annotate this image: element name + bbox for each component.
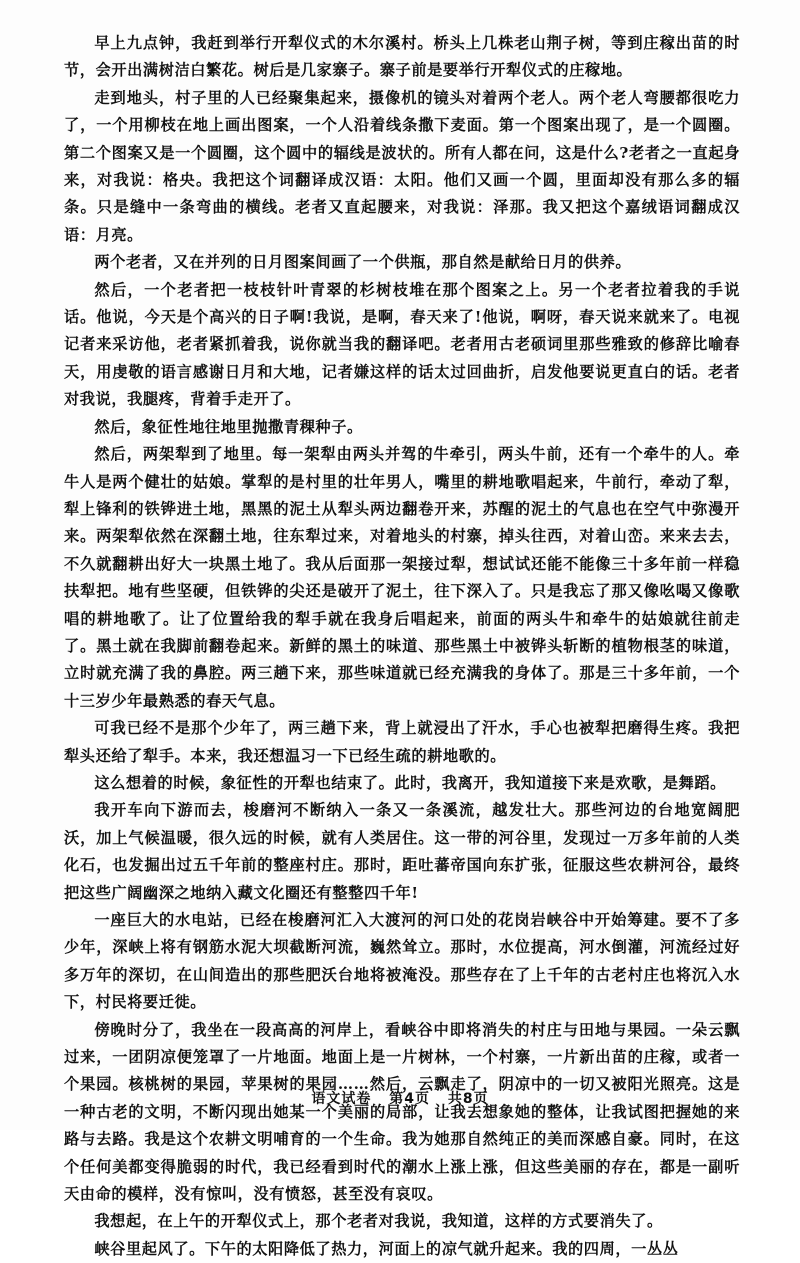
paragraph: 我开车向下游而去，梭磨河不断纳入一条又一条溪流，越发壮大。那些河边的台地宽阔肥沃，加上气候温暖，很久远的时候，就有人类居住。这一带的河谷里，发现过一万多年前的人类化石，也发掘出过五千年前的整座村庄。那时，距吐蕃帝国向东扩张，征服这些农耕河谷，最终把这些广阔幽深之地纳入藏文化圈还有整整四千年! [64, 801, 740, 902]
exam-title: 语文试卷 [311, 1091, 372, 1107]
paragraph: 我想起，在上午的开犁仪式上，那个老者对我说，我知道，这样的方式要消失了。 [94, 1212, 663, 1231]
paragraph: 两个老者，又在并列的日月图案间画了一个供瓶，那自然是献给日月的供养。 [94, 253, 632, 272]
paragraph: 早上九点钟，我赶到举行开犁仪式的木尔溪村。桥头上几株老山荆子树，等到庄稼出苗的时节，会开出满树洁白繁花。树后是几家寨子。寨子前是要举行开犁仪式的庄稼地。 [64, 34, 740, 80]
paragraph: 然后，两架犁到了地里。每一架犁由两头并驾的牛牵引，两头牛前，还有一个牵牛的人。牵牛人是两个健壮的姑娘。掌犁的是村里的壮年男人，嘴里的耕地歌唱起来，牛前行，牵动了犁，犁上锋利的铁铧进土地，黑黑的泥土从犁头两边翻卷开来，苏醒的泥土的气息也在空气中弥漫开来。两架犁依然在深翻土地，往东犁过来，对着地头的村寨，掉头往西，对着山峦。来来去去，不久就翻耕出好大一块黑土地了。我从后面那一架接过犁，想试试还能不能像三十多年前一样稳扶犁把。地有些坚硬，但铁铧的尖还是破开了泥土，往下深入了。只是我忘了那又像吆喝又像歌唱的耕地歌了。让了位置给我的犁手就在我身后唱起来，前面的两头牛和牵牛的姑娘就往前走了。黑土就在我脚前翻卷起来。新鲜的黑土的味道、那些黑土中被铧头斩断的植物根茎的味道，立时就充满了我的鼻腔。两三趟下来，那些味道就已经充满我的身体了。那是三十多年前，一个十三岁少年最熟悉的春天气息。 [64, 445, 740, 710]
page-total: 共8页 [447, 1091, 489, 1107]
article-body [64, 30, 740, 1263]
paragraph: 这么想着的时候，象征性的开犁也结束了。此时，我离开，我知道接下来是欢歌，是舞蹈。 [94, 773, 726, 792]
paragraph: 一座巨大的水电站，已经在梭磨河汇入大渡河的河口处的花岗岩峡谷中开始筹建。要不了多少年，深峡上将有钢筋水泥大坝截断河流，巍然耸立。那时，水位提高，河水倒灌，河流经过好多万年的深切，在山间造出的那些肥沃台地将被淹没。那些存在了上千年的古老村庄也将沉入水下，村民将要迁徙。 [64, 911, 740, 1012]
page-footer [0, 1088, 800, 1108]
paragraph: 然后，一个老者把一枝枝针叶青翠的杉树枝堆在那个图案之上。另一个老者拉着我的手说话。他说，今天是个高兴的日子啊!我说，是啊，春天来了!他说，啊呀，春天说来就来了。电视记者来采访他，老者紧抓着我，说你就当我的翻译吧。老者用古老硕词里那些雅致的修辞比喻春天，用虔敬的语言感谢日月和大地，记者嫌这样的话太过回曲折，启发他要说更直白的话。老者对我说，我腿疼，背着手走开了。 [64, 280, 740, 409]
paragraph: 可我已经不是那个少年了，两三趟下来，背上就浸出了汗水，手心也被犁把磨得生疼。我把犁头还给了犁手。本来，我还想温习一下已经生疏的耕地歌的。 [64, 719, 740, 765]
paragraph: 走到地头，村子里的人已经聚集起来，摄像机的镜头对着两个老人。两个老人弯腰都很吃力了，一个用柳枝在地上画出图案，一个人沿着线条撒下麦面。第一个图案出现了，是一个圆圈。第二个图案又是一个圆圈，这个圆中的辐线是波状的。所有人都在问，这是什么?老者之一直起身来，对我说：格央。我把这个词翻译成汉语：太阳。他们又画一个圆，里面却没有那么多的辐条。只是缝中一条弯曲的横线。老者又直起腰来，对我说：泽那。我又把这个嘉绒语词翻成汉语：月亮。 [64, 88, 740, 244]
paragraph: 峡谷里起风了。下午的太阳降低了热力，河面上的凉气就升起来。我的四周，一丛丛 [94, 1239, 679, 1258]
page-number: 第4页 [389, 1091, 430, 1107]
paragraph: 傍晚时分了，我坐在一段高高的河岸上，看峡谷中即将消失的村庄与田地与果园。一朵云飘过来，一团阴凉便笼罩了一片地面。地面上是一片树林，一个村寨，一片新出苗的庄稼，或者一个果园。核桃树的果园，苹果树的果园……然后，云飘走了，阴凉中的一切又被阳光照亮。这是一种古老的文明，不断闪现出她某一个美丽的局部，让我去想象她的整体，让我试图把握她的来路与去路。我是这个农耕文明哺育的一个生命。我为她那自然纯正的美而深感自豪。同时，在这个任何美都变得脆弱的时代，我已经看到时代的潮水上涨上涨，但这些美丽的存在，都是一副听天由命的模样，没有惊叫，没有愤怒，甚至没有哀叹。 [64, 1020, 740, 1204]
paragraph: 然后，象征性地往地里抛撒青稞种子。 [94, 417, 363, 436]
